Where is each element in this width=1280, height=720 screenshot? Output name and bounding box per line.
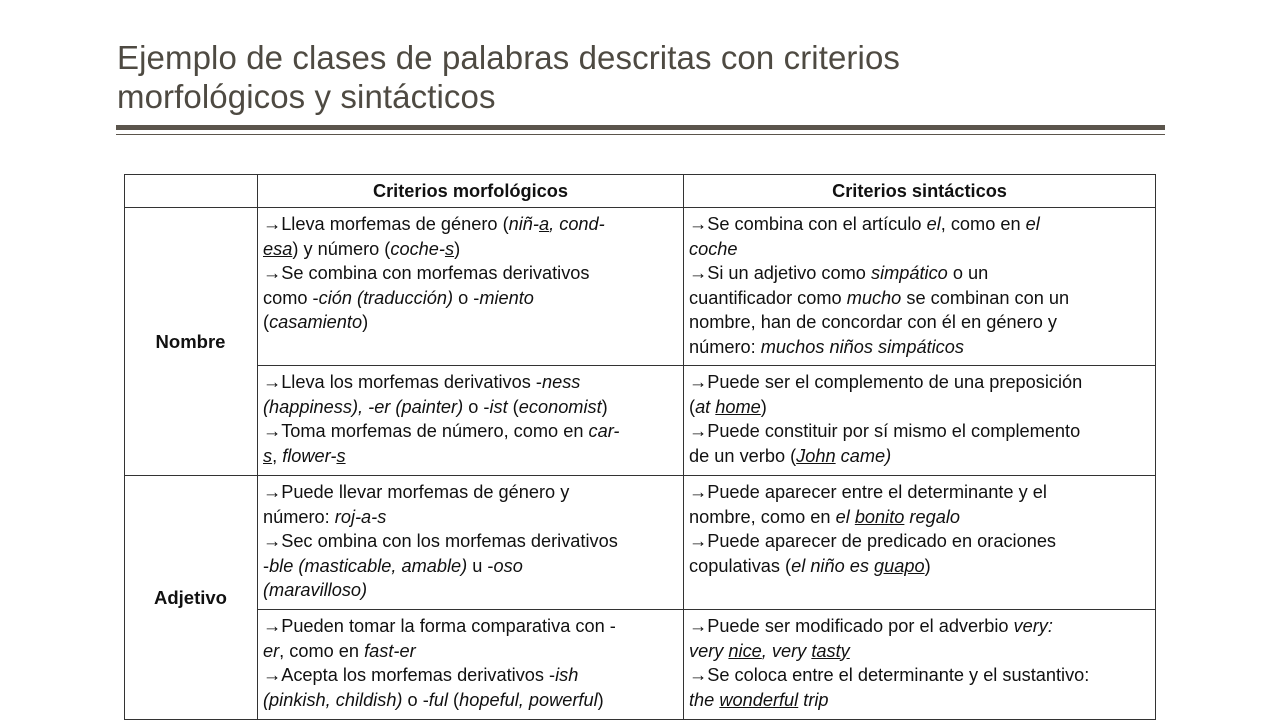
text-segment: ) — [597, 689, 604, 710]
text-segment: →Pueden tomar la forma comparativa con - — [263, 616, 616, 636]
text-segment: home — [715, 396, 761, 417]
text-segment: →Se combina con morfemas derivativos — [263, 263, 590, 283]
text-segment: ) — [601, 396, 608, 417]
cell-line — [263, 578, 677, 603]
cell-line — [263, 614, 677, 639]
text-segment: número: — [263, 506, 335, 527]
text-segment: ist — [489, 396, 508, 417]
text-segment: roj-a-s — [334, 506, 387, 527]
cell-line — [263, 286, 677, 311]
text-segment: nombre, como en — [689, 506, 836, 527]
text-segment: , — [272, 445, 283, 466]
text-segment: at — [695, 396, 716, 417]
text-segment: miento — [479, 287, 534, 308]
text-segment: →Lleva morfemas de género ( — [263, 214, 509, 234]
cell-line — [263, 663, 677, 688]
text-segment: →Acepta los morfemas derivativos - — [263, 665, 556, 685]
text-segment: como - — [263, 287, 319, 308]
title-divider-thick — [116, 125, 1165, 130]
text-segment: ( — [689, 396, 696, 417]
cell-line — [263, 444, 677, 469]
text-segment: el — [835, 506, 855, 527]
text-segment: guapo — [874, 555, 925, 576]
text-segment: bonito — [854, 506, 905, 527]
header-empty-cell — [125, 175, 258, 208]
text-segment: →Puede ser el complemento de una preposición — [689, 372, 1083, 392]
cell-line — [689, 286, 1149, 311]
cell-line — [689, 663, 1149, 688]
text-segment: trip — [798, 689, 829, 710]
cell-line — [689, 370, 1149, 395]
text-segment: s — [263, 445, 273, 466]
word-class-label: Nombre — [125, 208, 258, 476]
text-segment: →Puede aparecer entre el determinante y el — [689, 482, 1047, 502]
cell-line — [689, 614, 1149, 639]
cell-line — [263, 212, 677, 237]
word-class-table-container — [124, 174, 1155, 720]
text-segment: ( — [263, 312, 270, 332]
morphological-criteria-cell — [258, 476, 684, 610]
cell-line — [263, 237, 677, 262]
table-row — [125, 476, 1156, 610]
slide-title-line-1: Ejemplo de clases de palabras descritas con criterios — [117, 39, 901, 76]
syntactic-criteria-cell — [684, 610, 1156, 720]
morphological-criteria-cell — [258, 610, 684, 720]
text-segment: oso — [493, 555, 523, 576]
text-segment: (pinkish, childish) — [263, 689, 403, 710]
text-segment: tasty — [811, 640, 850, 661]
cell-line — [263, 554, 677, 579]
text-segment: →Puede constituir por sí mismo el complemento — [689, 421, 1081, 441]
slide-title-line-2: morfológicos y sintácticos — [117, 78, 496, 115]
text-segment: →Lleva los morfemas derivativos - — [263, 372, 542, 392]
cell-line — [689, 529, 1149, 554]
table-header-row — [125, 175, 1156, 208]
text-segment: →Puede llevar morfemas de género y — [263, 482, 570, 502]
cell-line — [689, 335, 1149, 360]
text-segment: esa — [263, 238, 293, 259]
text-segment: coche — [689, 238, 738, 259]
cell-line — [263, 261, 677, 286]
text-segment: ful — [428, 689, 448, 710]
text-segment: el — [926, 214, 941, 234]
header-morphological-criteria: Criterios morfológicos — [258, 175, 684, 208]
syntactic-criteria-cell — [684, 366, 1156, 476]
title-divider-thin — [116, 134, 1165, 135]
text-segment: →Puede aparecer de predicado en oraciones — [689, 531, 1057, 551]
morphological-criteria-cell — [258, 208, 684, 366]
cell-line — [689, 639, 1149, 664]
text-segment: nombre, han de concordar con él en género y — [689, 312, 1058, 332]
cell-line — [689, 237, 1149, 262]
cell-line — [689, 688, 1149, 713]
text-segment: ble (masticable, amable) — [269, 555, 468, 576]
syntactic-criteria-cell — [684, 476, 1156, 610]
text-segment: - — [263, 555, 270, 576]
text-segment: ) — [454, 238, 461, 259]
text-segment: flower- — [282, 445, 337, 466]
cell-line — [689, 419, 1149, 444]
table-row — [125, 610, 1156, 720]
cell-line — [263, 529, 677, 554]
text-segment: →Sec ombina con los morfemas derivativos — [263, 531, 618, 551]
text-segment: casamiento — [269, 312, 363, 332]
text-segment: ción (traducción) — [318, 287, 454, 308]
text-segment: se combinan con un — [901, 287, 1070, 308]
cell-line — [689, 212, 1149, 237]
text-segment: , — [549, 214, 560, 234]
text-segment: o - — [402, 689, 429, 710]
text-segment: fast-er — [364, 640, 416, 661]
text-segment: →Se coloca entre el determinante y el sustantivo: — [689, 665, 1090, 685]
text-segment: ( — [507, 396, 519, 417]
text-segment: nice — [728, 640, 762, 661]
text-segment: cond- — [559, 214, 605, 234]
cell-line — [263, 480, 677, 505]
cell-line — [263, 419, 677, 444]
cell-line — [263, 505, 677, 530]
text-segment: a — [538, 214, 550, 234]
cell-line — [689, 505, 1149, 530]
text-segment: (happiness), -er (painter) — [263, 396, 464, 417]
text-segment: o - — [463, 396, 490, 417]
text-segment: →Se combina con el artículo — [689, 214, 927, 234]
cell-line — [689, 480, 1149, 505]
text-segment: s — [336, 445, 346, 466]
text-segment: ) — [362, 312, 369, 332]
table-row — [125, 366, 1156, 476]
text-segment: the — [689, 689, 720, 710]
text-segment: (maravilloso) — [263, 580, 368, 600]
cell-line — [263, 395, 677, 420]
cell-line — [263, 688, 677, 713]
text-segment: came) — [835, 445, 892, 466]
text-segment: regalo — [904, 506, 960, 527]
cell-line — [689, 395, 1149, 420]
text-segment: wonderful — [719, 689, 799, 710]
table-body — [125, 208, 1156, 720]
text-segment: ( — [448, 689, 460, 710]
text-segment: car- — [588, 421, 620, 441]
text-segment: →Puede ser modificado por el adverbio — [689, 616, 1014, 636]
cell-line — [263, 639, 677, 664]
text-segment: ) — [760, 396, 767, 417]
text-segment: muchos niños simpáticos — [760, 336, 964, 357]
text-segment: mucho — [846, 287, 902, 308]
text-segment: ish — [555, 665, 579, 685]
text-segment: coche- — [390, 238, 445, 259]
cell-line — [689, 261, 1149, 286]
text-segment: er — [263, 640, 280, 661]
word-class-table — [124, 174, 1156, 720]
text-segment: very — [689, 640, 729, 661]
table-row — [125, 208, 1156, 366]
text-segment: , como en — [279, 640, 365, 661]
text-segment: copulativas ( — [689, 555, 792, 576]
word-class-label: Adjetivo — [125, 476, 258, 720]
text-segment: simpático — [870, 263, 948, 283]
morphological-criteria-cell — [258, 366, 684, 476]
text-segment: niñ- — [508, 214, 539, 234]
cell-line — [689, 554, 1149, 579]
text-segment: ) — [924, 555, 931, 576]
cell-line — [263, 370, 677, 395]
slide-title — [117, 38, 1177, 116]
text-segment: John — [796, 445, 836, 466]
text-segment: o - — [453, 287, 480, 308]
text-segment: el niño es — [791, 555, 875, 576]
text-segment: hopeful, powerful — [459, 689, 598, 710]
text-segment: , very — [761, 640, 812, 661]
text-segment: →Toma morfemas de número, como en — [263, 421, 589, 441]
text-segment: cuantificador como — [689, 287, 847, 308]
header-syntactic-criteria: Criterios sintácticos — [684, 175, 1156, 208]
text-segment: →Si un adjetivo como — [689, 263, 871, 283]
text-segment: ) y número ( — [292, 238, 391, 259]
cell-line — [263, 310, 677, 335]
text-segment: , como en — [940, 214, 1026, 234]
text-segment: el — [1025, 214, 1040, 234]
text-segment: o un — [947, 263, 989, 283]
text-segment: de un verbo ( — [689, 445, 797, 466]
text-segment: s — [444, 238, 455, 259]
text-segment: ness — [541, 372, 581, 392]
text-segment: u - — [467, 555, 494, 576]
cell-line — [689, 310, 1149, 335]
text-segment: número: — [689, 336, 761, 357]
cell-line — [689, 444, 1149, 469]
text-segment: very: — [1013, 616, 1053, 636]
syntactic-criteria-cell — [684, 208, 1156, 366]
text-segment: economist — [518, 396, 602, 417]
